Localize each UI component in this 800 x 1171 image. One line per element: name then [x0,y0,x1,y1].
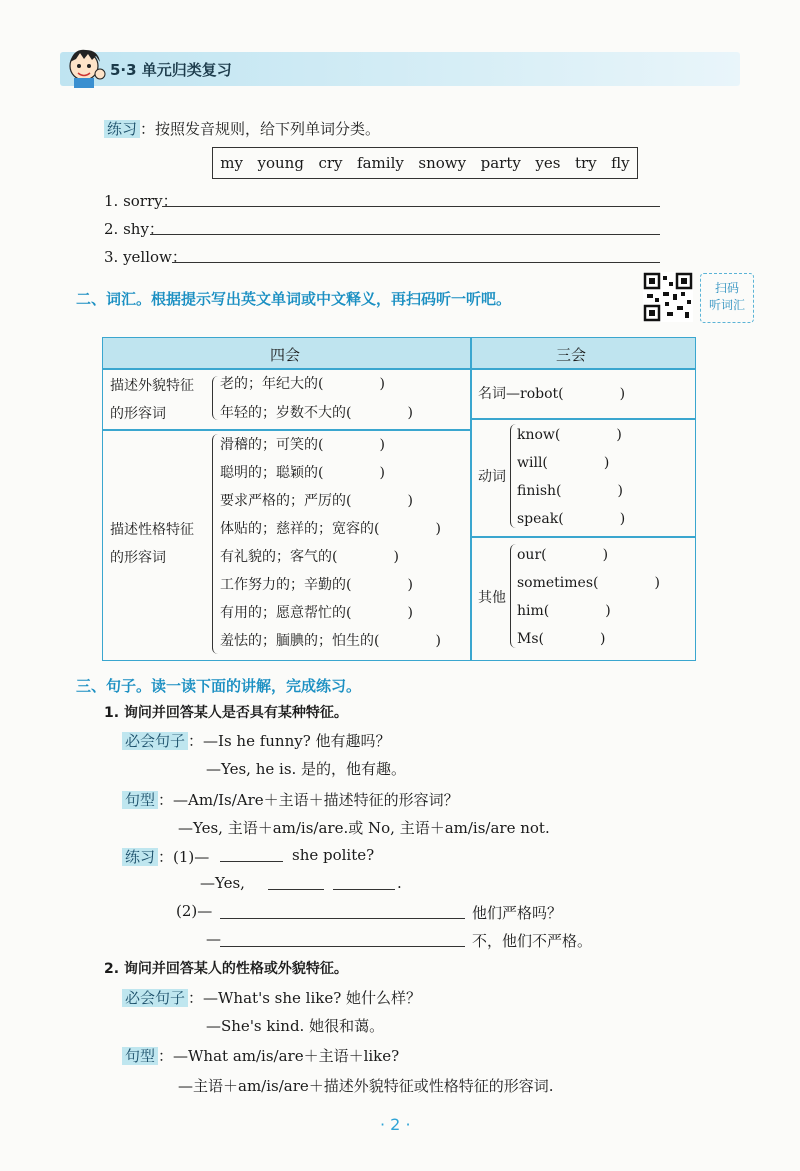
practice-tag: 练习 [104,120,140,138]
pattern-tag: 句型 [122,1047,158,1065]
blank-line[interactable] [220,861,283,862]
vocab-item: know( ) [517,427,622,443]
vocab-item: finish( ) [517,483,623,499]
practice2-suffix: 他们严格吗？ [472,904,563,922]
word-item: snowy [418,154,467,172]
must-tag: 必会句子 [122,732,188,750]
vocab-item: 有礼貌的；客气的( ) [220,549,399,565]
table-divider [102,368,696,370]
must-question: ：—Is he funny? 他有趣吗？ [188,732,391,750]
vocab-item: our( ) [517,547,609,563]
scan-label-line1: 扫码 [714,281,739,295]
vocab-item: 要求严格的；严厉的( ) [220,493,413,509]
practice-line [122,846,209,867]
group-label: 描述外貌特征 [110,378,194,394]
word-item: cry [318,154,343,172]
answer-line[interactable] [150,234,660,235]
brace-icon [510,544,517,648]
practice-answer-suffix: . [397,874,402,892]
col-header-three: 三会 [556,346,587,364]
group-label: 的形容词 [110,406,166,422]
word-item: party [480,154,521,172]
sub2-title: 2. 询问并回答某人的性格或外貌特征。 [104,961,348,977]
pattern-question: ：—Am/Is/Are＋主语＋描述特征的形容词？ [158,791,459,809]
verb-label: 动词 [478,469,506,485]
vocab-item: speak( ) [517,511,626,527]
section2-heading: 二、词汇。根据提示写出英文单词或中文释义，再扫码听一听吧。 [76,290,512,308]
blank-line[interactable] [333,889,395,890]
group-label: 的形容词 [110,550,166,566]
word-item: fly [611,154,630,172]
vocab-item: him( ) [517,603,611,619]
answer-line[interactable] [172,262,660,263]
sort-item-label: 3. yellow： [104,248,187,266]
practice2-prefix: (2)— [176,902,213,920]
mascot-icon [62,44,110,88]
blank-line[interactable] [268,889,324,890]
scan-label [700,273,754,323]
vocab-item: will( ) [517,455,610,471]
vocab-item: 有用的；愿意帮忙的( ) [220,605,413,621]
practice-suffix: she polite? [292,846,375,864]
word-item: yes [535,154,561,172]
sub1-title: 1. 询问并回答某人是否具有某种特征。 [104,705,348,721]
table-divider [470,418,696,420]
qr-code-icon[interactable] [643,272,693,322]
practice2-answer-prefix: — [206,930,221,948]
section3-heading: 三、句子。读一读下面的讲解，完成练习。 [76,677,362,695]
noun-row: 名词—robot( ) [478,386,626,402]
brace-icon [510,424,517,528]
practice1-line [104,118,380,139]
must-answer: —Yes, he is. 是的，他有趣。 [206,760,407,778]
practice-tag: 练习 [122,848,158,866]
must-sentence-line [122,987,421,1008]
scan-label-line2: 听词汇 [708,298,745,312]
vocab-item: 滑稽的；可笑的( ) [220,437,385,453]
vocab-item: Ms( ) [517,631,606,647]
sort-item-label: 1. sorry： [104,192,178,210]
vocab-item: 老的；年纪大的( ) [220,376,385,392]
must-sentence-line [122,730,391,751]
word-box [212,147,638,179]
brace-icon [212,376,219,420]
table-divider [470,337,472,661]
practice-prefix: ：(1)— [158,848,210,866]
pattern-answer: —Yes, 主语＋am/is/are.或 No, 主语＋am/is/are not. [178,819,550,837]
pattern-line [122,789,459,810]
vocab-item: 工作努力的；辛勤的( ) [220,577,413,593]
other-label: 其他 [478,590,506,606]
table-divider [102,429,471,431]
group-label: 描述性格特征 [110,522,194,538]
vocab-item: sometimes( ) [517,575,660,591]
blank-line[interactable] [220,946,465,947]
vocab-item: 羞怯的；腼腆的；怕生的( ) [220,633,441,649]
sort-item-label: 2. shy： [104,220,164,238]
word-item: try [574,154,597,172]
practice-answer-prefix: —Yes, [200,874,245,892]
pattern-answer: —主语＋am/is/are＋描述外貌特征或性格特征的形容词. [178,1077,554,1095]
brace-icon [212,434,219,654]
blank-line[interactable] [220,918,465,919]
vocab-item: 体贴的；慈祥的；宽容的( ) [220,521,441,537]
must-question: ：—What's she like? 她什么样？ [188,989,422,1007]
pattern-question: ：—What am/is/are＋主语＋like? [158,1047,400,1065]
must-tag: 必会句子 [122,989,188,1007]
practice2-answer-suffix: 不，他们不严格。 [472,932,593,950]
must-answer: —She's kind. 她很和蔼。 [206,1017,385,1035]
word-item: my [220,154,243,172]
word-item: young [257,154,304,172]
vocab-item: 年轻的；岁数不大的( ) [220,405,413,421]
header-title: 5·3 单元归类复习 [110,61,232,79]
table-divider [470,536,696,538]
practice1-instruction: ：按照发音规则，给下列单词分类。 [140,120,381,138]
pattern-line [122,1045,399,1066]
col-header-four: 四会 [270,346,301,364]
pattern-tag: 句型 [122,791,158,809]
vocab-item: 聪明的；聪颖的( ) [220,465,385,481]
page-number: · 2 · [380,1115,411,1134]
answer-line[interactable] [162,206,660,207]
word-item: family [357,154,404,172]
